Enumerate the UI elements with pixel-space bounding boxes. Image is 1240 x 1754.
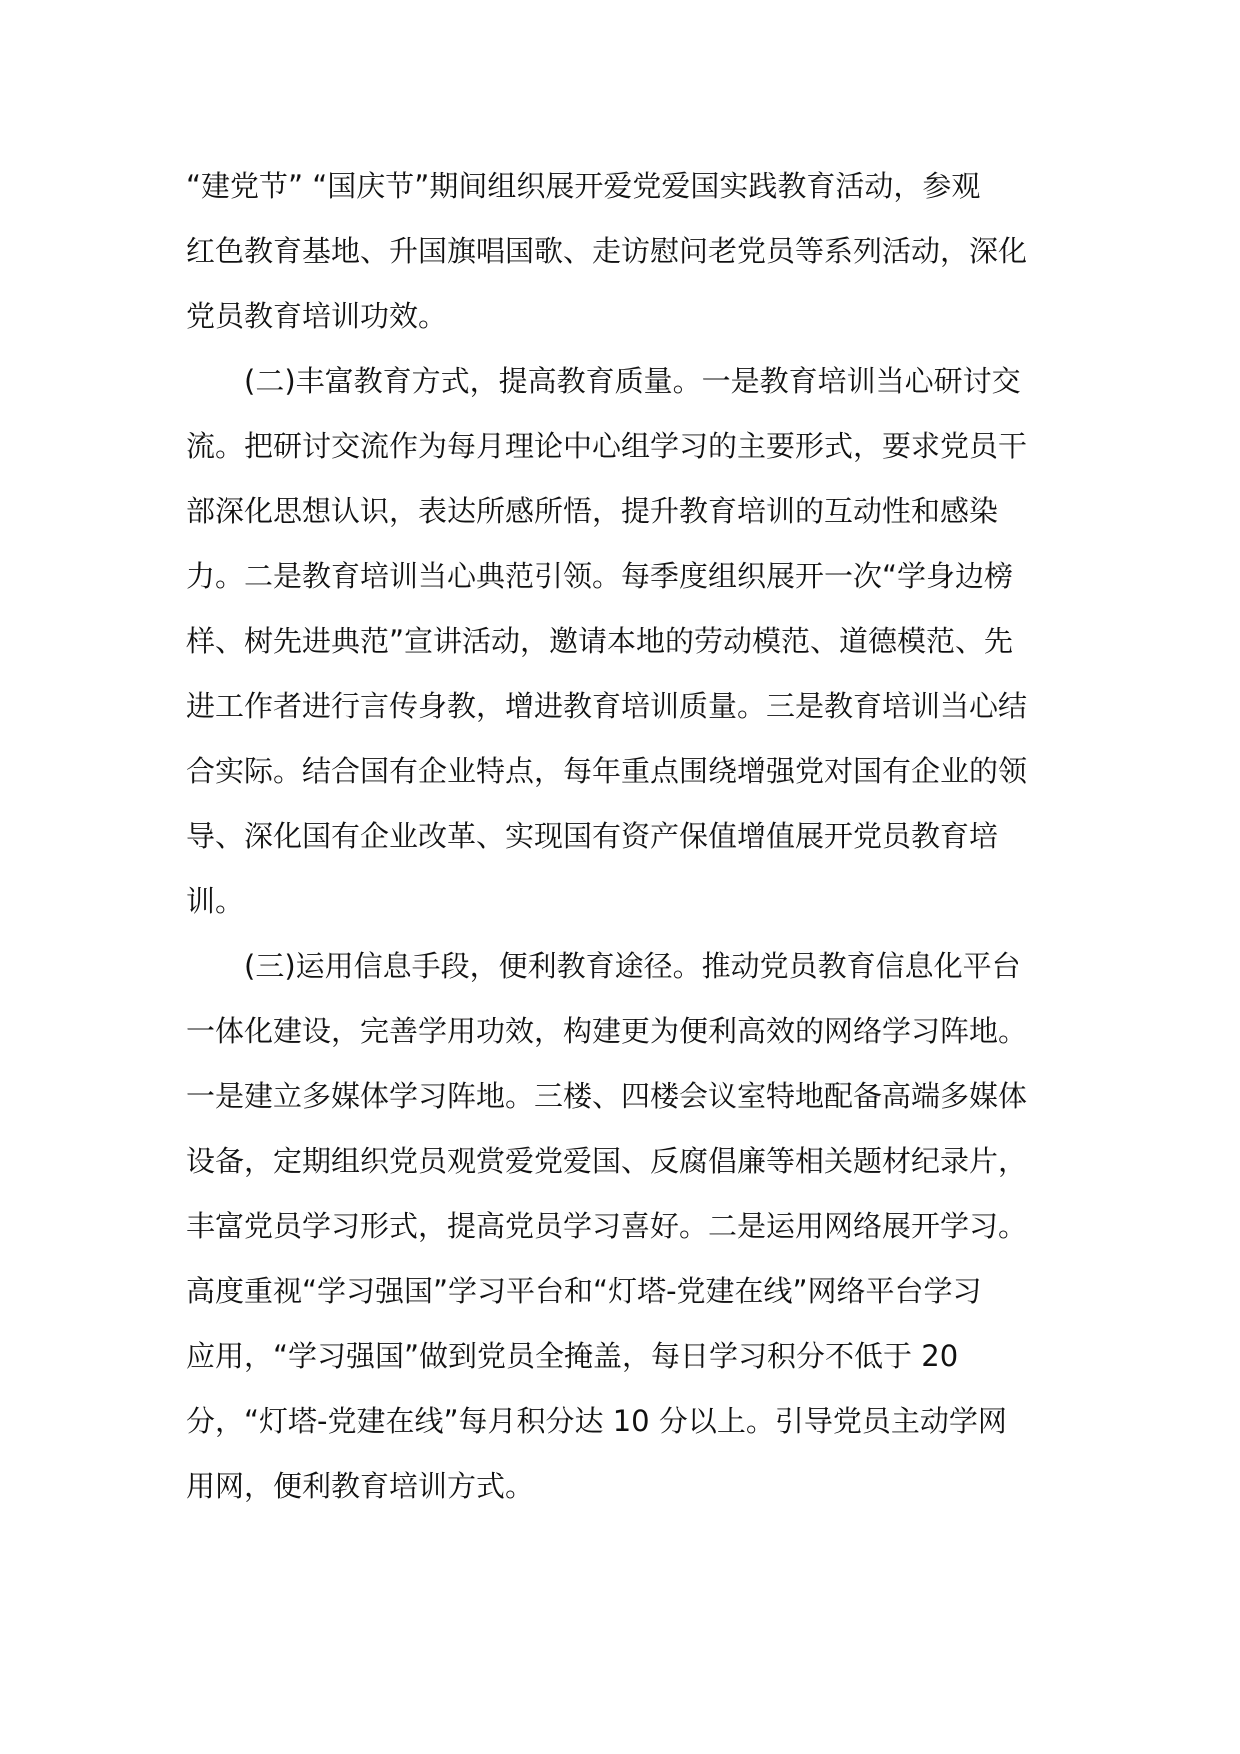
text-line: (二)丰富教育方式，提高教育质量。一是教育培训当心研讨交 xyxy=(186,364,1021,398)
text-line: 设备，定期组织党员观赏爱党爱国、反腐倡廉等相关题材纪录片， xyxy=(186,1144,1028,1178)
text-line: 部深化思想认识，表达所感所悟，提升教育培训的互动性和感染 xyxy=(186,494,999,528)
text-line: 合实际。结合国有企业特点，每年重点围绕增强党对国有企业的领 xyxy=(186,754,1028,788)
text-line: 进工作者进行言传身教，增进教育培训质量。三是教育培训当心结 xyxy=(186,689,1028,723)
text-line: 丰富党员学习形式，提高党员学习喜好。二是运用网络展开学习。 xyxy=(186,1209,1028,1243)
text-line: 力。二是教育培训当心典范引领。每季度组织展开一次“学身边榜 xyxy=(186,559,1014,593)
text-line: 用网，便利教育培训方式。 xyxy=(186,1469,535,1503)
text-line: 训。 xyxy=(186,884,245,918)
paragraph-3 xyxy=(186,946,1066,1506)
text-line: 导、深化国有企业改革、实现国有资产保值增值展开党员教育培 xyxy=(186,819,999,853)
text-line: 应用，“学习强国”做到党员全掩盖，每日学习积分不低于 20 xyxy=(186,1339,959,1373)
paragraph-1 xyxy=(186,166,1066,336)
paragraph-2 xyxy=(186,361,1066,921)
text-line: 流。把研讨交流作为每月理论中心组学习的主要形式，要求党员干 xyxy=(186,429,1028,463)
text-line: 一体化建设，完善学用功效，构建更为便利高效的网络学习阵地。 xyxy=(186,1014,1028,1048)
text-line: 高度重视“学习强国”学习平台和“灯塔-党建在线”网络平台学习 xyxy=(186,1274,982,1308)
text-line: 一是建立多媒体学习阵地。三楼、四楼会议室特地配备高端多媒体 xyxy=(186,1079,1028,1113)
text-line: (三)运用信息手段，便利教育途径。推动党员教育信息化平台 xyxy=(186,949,1021,983)
text-line: 党员教育培训功效。 xyxy=(186,299,448,333)
text-line: 样、树先进典范”宣讲活动，邀请本地的劳动模范、道德模范、先 xyxy=(186,624,1014,658)
text-line: 分，“灯塔-党建在线”每月积分达 10 分以上。引导党员主动学网 xyxy=(186,1404,1007,1438)
text-line: “建党节” “国庆节”期间组织展开爱党爱国实践教育活动，参观 xyxy=(186,169,981,203)
document-body xyxy=(186,166,1066,1531)
text-line: 红色教育基地、升国旗唱国歌、走访慰问老党员等系列活动，深化 xyxy=(186,234,1028,268)
